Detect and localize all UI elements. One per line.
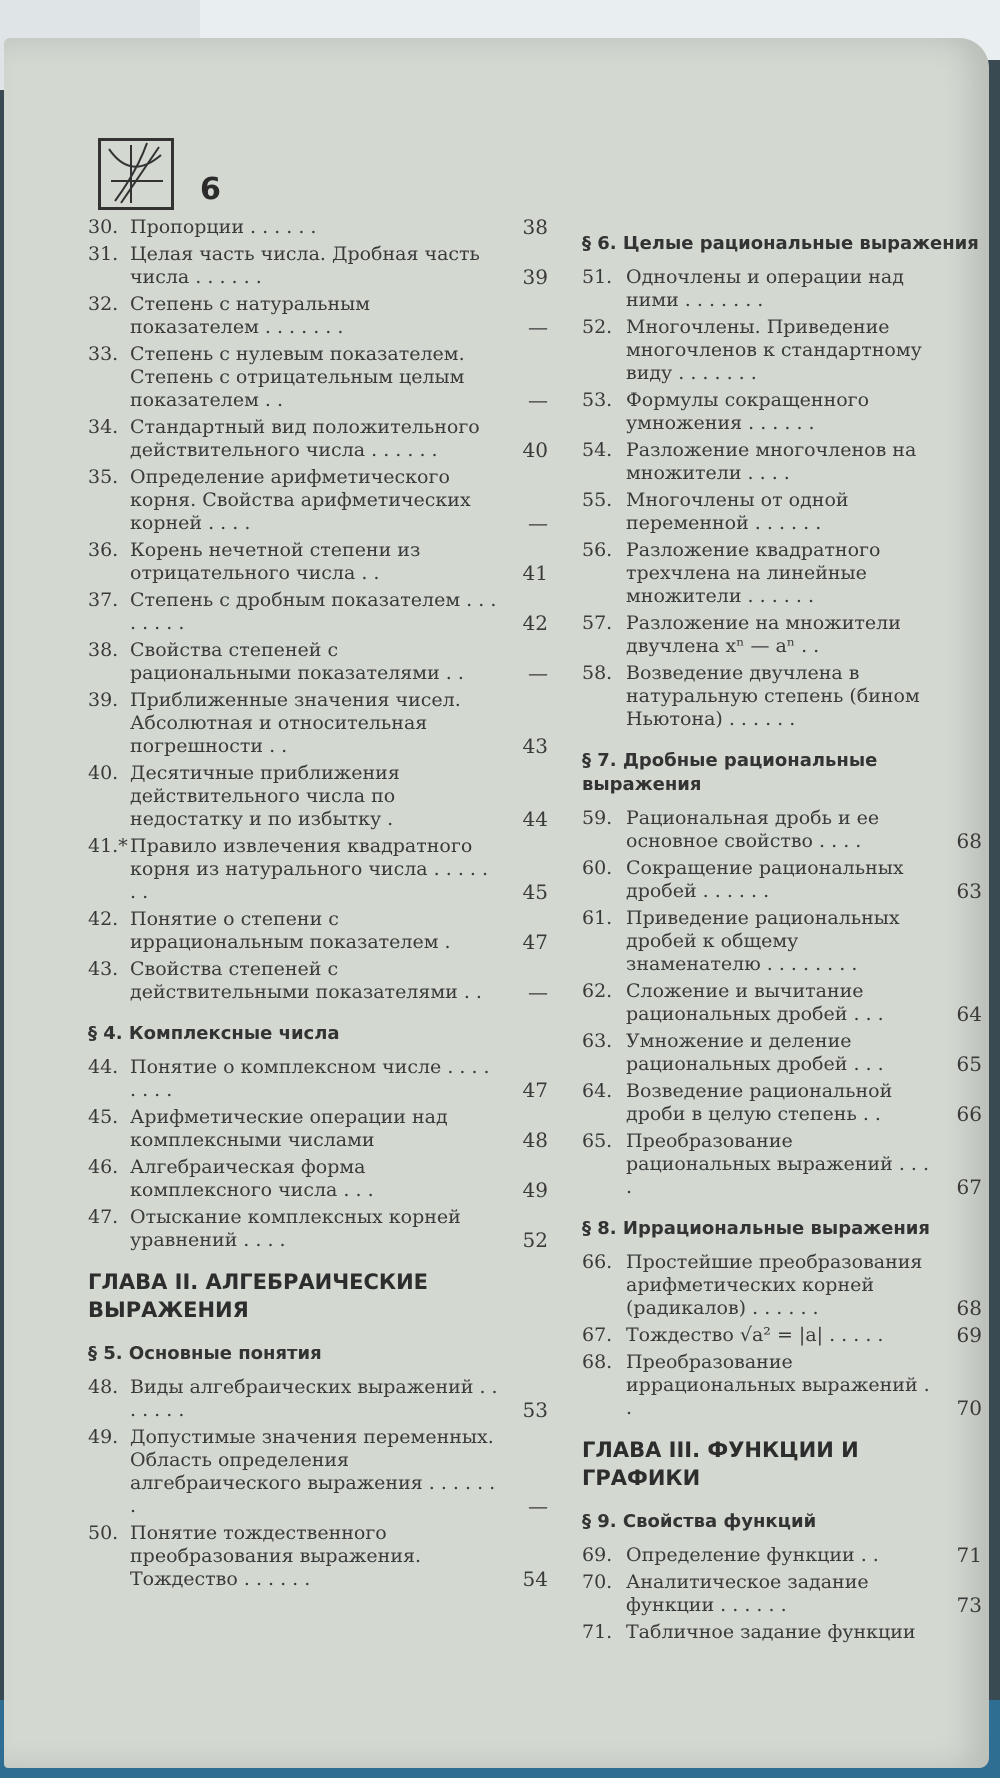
toc-entry — [88, 1376, 548, 1422]
toc-entry-number: 49. — [88, 1426, 119, 1448]
toc-entry-number: 32. — [88, 293, 119, 315]
toc-entry-title: Понятие о степени с иррациональным показателем . — [130, 908, 451, 953]
toc-entry-number: 51. — [582, 266, 613, 288]
toc-entry-title: Правило извлечения квадратного корня из натурального числа . . . . . . . — [130, 835, 489, 903]
toc-entry-title: Тождество √a² = |a| . . . . . — [626, 1324, 884, 1346]
toc-entry-number: 62. — [582, 980, 613, 1002]
section-heading: § 4. Комплексные числа — [88, 1023, 340, 1044]
toc-entry — [582, 1571, 982, 1617]
toc-entry-number: 71. — [582, 1621, 613, 1643]
toc-entry — [582, 1130, 982, 1199]
toc-entry — [88, 762, 548, 831]
toc-entry-page: 69 — [956, 1323, 982, 1347]
toc-entry-number: 56. — [582, 539, 613, 561]
toc-entry-number: 63. — [582, 1030, 613, 1052]
section-heading: § 5. Основные понятия — [88, 1343, 322, 1364]
toc-entry-page: 63 — [956, 879, 982, 903]
toc-entry-title: Аналитическое задание функции . . . . . . — [626, 1571, 869, 1616]
toc-entry-page: 71 — [956, 1543, 982, 1567]
toc-entry-page: 67 — [956, 1175, 982, 1199]
toc-entry — [582, 539, 982, 608]
toc-entry-title: Алгебраическая форма комплексного числа . . . — [130, 1156, 374, 1201]
toc-left-column — [88, 216, 548, 1595]
toc-entry-number: 65. — [582, 1130, 613, 1152]
toc-entry — [582, 907, 982, 976]
toc-entry-page: 48 — [522, 1128, 548, 1152]
toc-entry — [88, 243, 548, 289]
toc-entry-number: 55. — [582, 489, 613, 511]
toc-entry — [582, 1621, 982, 1644]
toc-entry-page: 47 — [522, 930, 548, 954]
toc-entry — [88, 466, 548, 535]
toc-entry-title: Свойства степеней с действительными показателями . . — [130, 958, 482, 1003]
toc-entry — [88, 293, 548, 339]
chapter-heading: ГЛАВА III. ФУНКЦИИ И ГРАФИКИ — [582, 1438, 859, 1490]
toc-entry-title: Сложение и вычитание рациональных дробей . . . — [626, 980, 884, 1025]
toc-entry-number: 45. — [88, 1106, 119, 1128]
toc-entry — [88, 216, 548, 239]
toc-entry-page: 49 — [522, 1178, 548, 1202]
toc-entry — [88, 1156, 548, 1202]
toc-entry-title: Целая часть числа. Дробная часть числа . . . . . . — [130, 243, 480, 288]
toc-entry — [582, 1080, 982, 1126]
toc-entry — [88, 1056, 548, 1102]
toc-entry-page: 39 — [522, 265, 548, 289]
toc-entry-title: Многочлены. Приведение многочленов к стандартному виду . . . . . . . — [626, 316, 922, 384]
toc-entry-number: 33. — [88, 343, 119, 365]
toc-entry-title: Отыскание комплексных корней уравнений . . . . — [130, 1206, 461, 1251]
toc-entry-page: 38 — [522, 215, 548, 239]
toc-entry — [88, 908, 548, 954]
toc-entry-page: 54 — [522, 1567, 548, 1591]
toc-entry-number: 42. — [88, 908, 119, 930]
toc-entry-title: Рациональная дробь и ее основное свойство . . . . — [626, 807, 880, 852]
toc-entry-number: 52. — [582, 316, 613, 338]
toc-entry-title: Арифметические операции над комплексными числами — [130, 1106, 448, 1151]
toc-entry-number: 40. — [88, 762, 119, 784]
toc-entry-page: 70 — [956, 1396, 982, 1420]
toc-entry-page: 40 — [522, 438, 548, 462]
toc-entry — [582, 489, 982, 535]
toc-entry-number: 61. — [582, 907, 613, 929]
toc-entry — [88, 958, 548, 1004]
toc-entry — [582, 857, 982, 903]
toc-entry — [582, 1351, 982, 1420]
toc-entry — [88, 589, 548, 635]
toc-entry — [88, 835, 548, 904]
toc-entry-number: 70. — [582, 1571, 613, 1593]
toc-entry — [88, 689, 548, 758]
toc-entry-title: Табличное задание функции — [626, 1621, 916, 1643]
toc-entry-title: Виды алгебраических выражений . . . . . . . — [130, 1376, 498, 1421]
toc-entry-number: 36. — [88, 539, 119, 561]
chapter-heading: ГЛАВА II. АЛГЕБРАИЧЕСКИЕ ВЫРАЖЕНИЯ — [88, 1270, 429, 1322]
toc-entry — [582, 1251, 982, 1320]
toc-entry-title: Разложение квадратного трехчлена на линейные множители . . . . . . — [626, 539, 881, 607]
toc-entry — [88, 416, 548, 462]
toc-entry-title: Степень с нулевым показателем. Степень с отрицательным целым показателем . . — [130, 343, 465, 411]
toc-entry-title: Одночлены и операции над ними . . . . . . . — [626, 266, 904, 311]
toc-entry-page: — — [528, 980, 548, 1004]
toc-entry-number: 57. — [582, 612, 613, 634]
toc-entry-page: 64 — [956, 1002, 982, 1026]
toc-entry — [582, 980, 982, 1026]
toc-entry-title: Свойства степеней с рациональными показателями . . — [130, 639, 464, 684]
toc-entry-title: Корень нечетной степени из отрицательного числа . . — [130, 539, 421, 584]
toc-entry-page: 73 — [956, 1593, 982, 1617]
toc-entry-title: Умножение и деление рациональных дробей . . . — [626, 1030, 884, 1075]
page-number: 6 — [200, 172, 221, 207]
toc-entry-title: Простейшие преобразования арифметических корней (радикалов) . . . . . . — [626, 1251, 923, 1319]
toc-entry-page: 68 — [956, 829, 982, 853]
toc-entry-page: — — [528, 315, 548, 339]
toc-entry — [88, 343, 548, 412]
toc-entry — [582, 389, 982, 435]
toc-entry-page: — — [528, 388, 548, 412]
toc-entry-title: Пропорции . . . . . . — [130, 216, 317, 238]
toc-entry-title: Формулы сокращенного умножения . . . . . . — [626, 389, 870, 434]
toc-entry-page: 52 — [522, 1228, 548, 1252]
toc-entry-number: 41.* — [88, 835, 128, 857]
toc-entry-number: 43. — [88, 958, 119, 980]
toc-entry-title: Определение функции . . — [626, 1544, 879, 1566]
toc-entry — [582, 316, 982, 385]
toc-entry-number: 54. — [582, 439, 613, 461]
toc-entry-title: Десятичные приближения действительного числа по недостатку и по избытку . — [130, 762, 400, 830]
toc-entry-title: Степень с дробным показателем . . . . . . . . — [130, 589, 497, 634]
toc-entry-number: 39. — [88, 689, 119, 711]
toc-entry-title: Приближенные значения чисел. Абсолютная и относительная погрешности . . — [130, 689, 461, 757]
toc-entry-number: 47. — [88, 1206, 119, 1228]
toc-entry — [582, 1324, 982, 1347]
toc-entry — [88, 539, 548, 585]
toc-entry — [582, 1030, 982, 1076]
toc-entry-number: 35. — [88, 466, 119, 488]
section-heading: § 7. Дробные рациональные выражения — [582, 750, 878, 795]
toc-entry-page: 42 — [522, 611, 548, 635]
toc-entry — [88, 1206, 548, 1252]
toc-entry — [88, 639, 548, 685]
toc-entry-page: 66 — [956, 1102, 982, 1126]
toc-entry-page: 65 — [956, 1052, 982, 1076]
section-heading: § 6. Целые рациональные выражения — [582, 233, 979, 254]
toc-entry — [582, 439, 982, 485]
toc-entry-number: 44. — [88, 1056, 119, 1078]
toc-entry-page: — — [528, 1494, 548, 1518]
toc-entry-page: 68 — [956, 1296, 982, 1320]
toc-entry — [88, 1522, 548, 1591]
toc-entry-number: 64. — [582, 1080, 613, 1102]
toc-entry-number: 31. — [88, 243, 119, 265]
toc-entry — [582, 266, 982, 312]
toc-entry-title: Многочлены от одной переменной . . . . . . — [626, 489, 849, 534]
toc-entry-title: Стандартный вид положительного действительного числа . . . . . . — [130, 416, 480, 461]
section-heading: § 8. Иррациональные выражения — [582, 1218, 930, 1239]
toc-entry-title: Возведение рациональной дроби в целую степень . . — [626, 1080, 893, 1125]
toc-entry-title: Преобразование рациональных выражений . . . . — [626, 1130, 930, 1198]
toc-entry-title: Понятие о комплексном числе . . . . . . . . — [130, 1056, 490, 1101]
toc-entry-page: 47 — [522, 1078, 548, 1102]
toc-entry-title: Степень с натуральным показателем . . . . . . . — [130, 293, 371, 338]
toc-entry — [88, 1106, 548, 1152]
toc-entry-number: 50. — [88, 1522, 119, 1544]
toc-entry-title: Приведение рациональных дробей к общему знаменателю . . . . . . . . — [626, 907, 900, 975]
toc-entry-page: 41 — [522, 561, 548, 585]
toc-entry-number: 30. — [88, 216, 119, 238]
toc-entry-page: — — [528, 511, 548, 535]
toc-entry-page: 53 — [522, 1398, 548, 1422]
toc-right-column — [582, 214, 982, 1648]
toc-entry-number: 37. — [88, 589, 119, 611]
toc-entry-page: 45 — [522, 880, 548, 904]
toc-entry-title: Преобразование иррациональных выражений . . — [626, 1351, 930, 1419]
toc-entry-number: 48. — [88, 1376, 119, 1398]
toc-entry-title: Определение арифметического корня. Свойства арифметических корней . . . . — [130, 466, 471, 534]
toc-entry-number: 68. — [582, 1351, 613, 1373]
graph-logo-icon — [98, 138, 174, 210]
toc-entry-title: Сокращение рациональных дробей . . . . . . — [626, 857, 904, 902]
toc-entry-number: 53. — [582, 389, 613, 411]
toc-entry-page: — — [528, 661, 548, 685]
toc-entry — [582, 612, 982, 658]
toc-entry — [88, 1426, 548, 1518]
section-heading: § 9. Свойства функций — [582, 1511, 817, 1532]
toc-entry-number: 46. — [88, 1156, 119, 1178]
toc-entry — [582, 807, 982, 853]
toc-entry-number: 60. — [582, 857, 613, 879]
toc-entry-number: 59. — [582, 807, 613, 829]
toc-entry-title: Разложение многочленов на множители . . . . — [626, 439, 917, 484]
toc-entry-number: 66. — [582, 1251, 613, 1273]
toc-entry-number: 69. — [582, 1544, 613, 1566]
toc-entry-number: 67. — [582, 1324, 613, 1346]
toc-entry-page: 43 — [522, 734, 548, 758]
toc-entry-title: Понятие тождественного преобразования выражения. Тождество . . . . . . — [130, 1522, 422, 1590]
toc-entry — [582, 1544, 982, 1567]
toc-entry-number: 34. — [88, 416, 119, 438]
toc-entry-title: Разложение на множители двучлена xⁿ — aⁿ . . — [626, 612, 901, 657]
toc-entry-number: 38. — [88, 639, 119, 661]
toc-entry-title: Возведение двучлена в натуральную степень (бином Ньютона) . . . . . . — [626, 662, 920, 730]
toc-entry-title: Допустимые значения переменных. Область определения алгебраического выражения . . . . . . . — [130, 1426, 496, 1517]
toc-entry — [582, 662, 982, 731]
toc-entry-number: 58. — [582, 662, 613, 684]
toc-entry-page: 44 — [522, 807, 548, 831]
